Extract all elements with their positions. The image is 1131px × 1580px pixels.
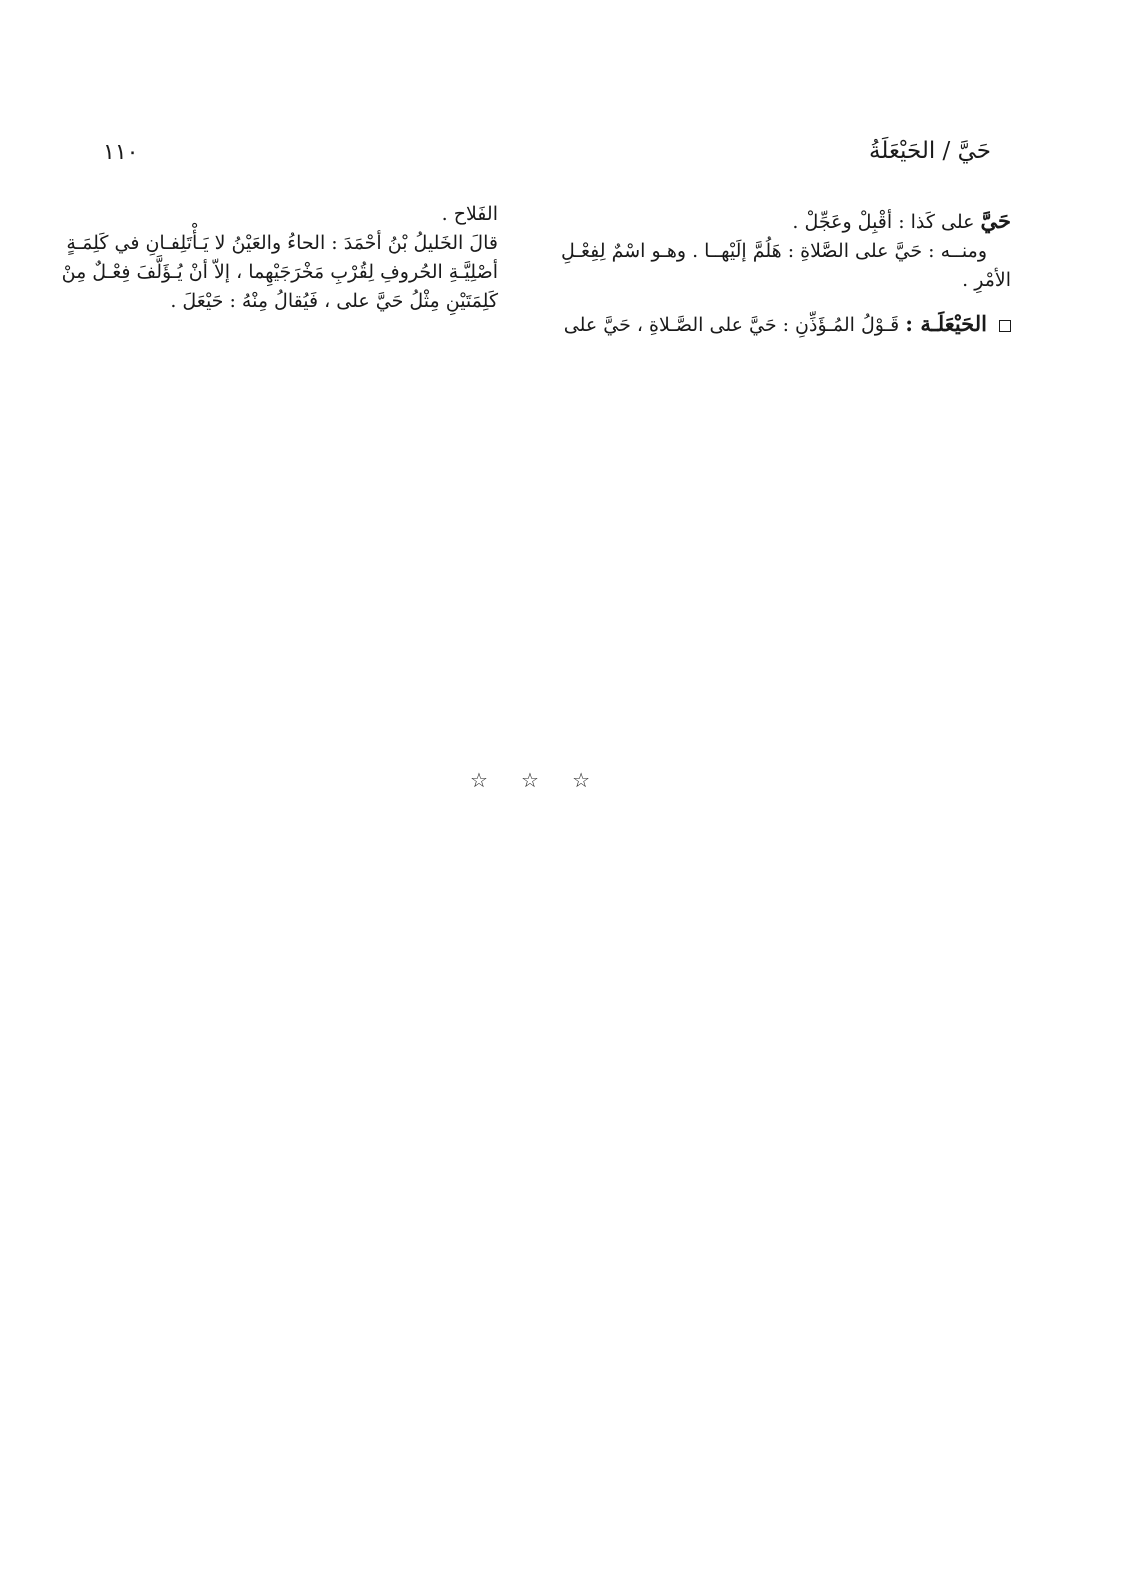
section-divider — [470, 768, 590, 792]
entry-line — [551, 309, 1011, 340]
headword: الحَيْعَلَـة : — [905, 311, 987, 336]
star-icon: ☆ — [470, 768, 488, 792]
entry-line — [551, 206, 1011, 237]
entry-line: أصْلِيَّـةِ الحُروفِ لِقُرْبِ مَخْرَجَيْهِما ، إلاّ أنْ يُـؤَلَّفَ فِعْـلٌ مِنْ — [61, 261, 498, 283]
headword: حَيَّ — [980, 208, 1011, 233]
entry-line: قالَ الخَليلُ بْنُ أحْمَدَ : الحاءُ والعَيْنُ لا يَـأْتَلِفـانِ في كَلِمَـةٍ — [66, 232, 498, 254]
entry-text: على كَذا : أقْبِلْ وعَجِّلْ . — [792, 211, 975, 233]
left-column — [61, 200, 498, 316]
entry-text: قَـوْلُ المُـؤَذِّنِ : حَيَّ على الصَّـلاةِ ، حَيَّ على — [563, 314, 900, 336]
entry-square-icon — [999, 320, 1011, 332]
page-number: ١١٠ — [103, 140, 139, 165]
star-icon: ☆ — [521, 768, 539, 792]
right-column — [551, 206, 1011, 340]
entry-line: الأمْرِ . — [962, 269, 1011, 291]
entry-line: الفَلاح . — [441, 203, 498, 225]
running-title: حَيَّ / الحَيْعَلَةُ — [869, 138, 991, 164]
entry-line: ومنــه : حَيَّ على الصَّلاةِ : هَلُمَّ إلَيْهــا . وهـو اسْمٌ لِفِعْـلِ — [561, 240, 987, 262]
entry-line: كَلِمَتَيْنِ مِثْلُ حَيَّ على ، فَيُقالُ مِنْهُ : حَيْعَلَ . — [170, 290, 498, 312]
star-icon: ☆ — [572, 768, 590, 792]
